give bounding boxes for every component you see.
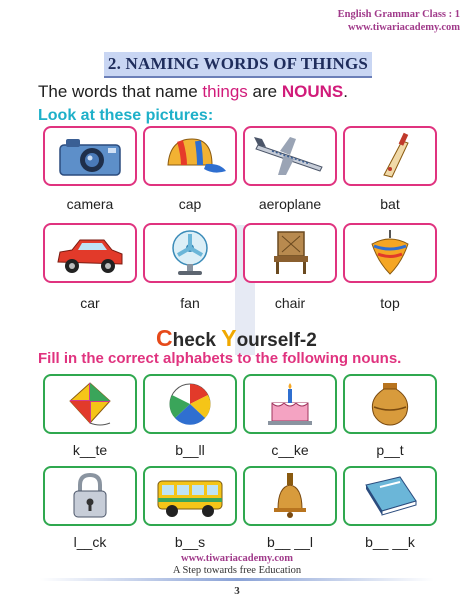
bell-icon [250,471,330,521]
picture-card-bat [343,126,437,186]
bat-icon [350,131,430,181]
intro-sentence [38,82,348,102]
label-fan: fan [180,295,200,311]
check-c-letter: C [156,325,173,351]
ball-icon [150,379,230,429]
label-camera: camera [66,196,114,212]
look-heading: Look at these pictures: [38,107,214,124]
lock-icon [50,471,130,521]
class-label: English Grammar Class : 1 [337,9,460,20]
exercise-card-book [343,466,437,526]
header-url[interactable]: www.tiwariacademy.com [348,22,460,33]
label-car: car [80,295,100,311]
book-icon [350,471,430,521]
label-bat: bat [380,196,400,212]
exercise-word-cake: c__ke [271,442,309,458]
picture-card-aeroplane [243,126,337,186]
exercise-card-ball [143,374,237,434]
footer-divider [40,578,434,581]
exercise-word-kite: k__te [72,442,108,458]
exercise-word-lock: l__ck [73,534,107,550]
picture-card-cap [143,126,237,186]
exercise-word-book: b__ __k [365,534,415,550]
label-chair: chair [274,295,306,311]
pot-icon [350,379,430,429]
page-number: 3 [234,585,240,597]
bus-icon [150,471,230,521]
top-icon [350,228,430,278]
cake-icon [250,379,330,429]
intro-part1: The words that name [38,82,203,101]
picture-card-car [43,223,137,283]
exercise-word-bell: b__ __l [267,534,313,550]
exercise-word-ball: b__ll [175,442,205,458]
aeroplane-icon [250,131,330,181]
intro-nouns: NOUNS [281,82,344,101]
check-heck: heck [172,330,222,351]
cap-icon [150,131,230,181]
exercise-card-pot [343,374,437,434]
intro-end: . [343,82,348,101]
footer-tagline: A Step towards free Education [172,565,302,576]
chair-icon [250,228,330,278]
chapter-title-bar [104,52,372,78]
picture-card-camera [43,126,137,186]
check-ourself: ourself-2 [236,330,317,351]
picture-card-fan [143,223,237,283]
footer-url[interactable]: www.tiwariacademy.com [181,553,293,564]
intro-part2: are [247,82,282,101]
label-aeroplane: aeroplane [258,196,322,212]
intro-things: things [202,82,248,101]
picture-card-top [343,223,437,283]
exercise-word-pot: p__t [376,442,404,458]
exercise-word-bus: b__s [174,534,206,550]
camera-icon [50,131,130,181]
fan-icon [150,228,230,278]
picture-card-chair [243,223,337,283]
label-cap: cap [178,196,202,212]
chapter-title: 2. NAMING WORDS OF THINGS [107,54,369,73]
kite-icon [50,379,130,429]
exercise-card-lock [43,466,137,526]
exercise-card-bus [143,466,237,526]
check-yourself-heading [156,325,317,352]
label-top: top [380,295,400,311]
exercise-card-cake [243,374,337,434]
car-icon [50,228,130,278]
exercise-card-bell [243,466,337,526]
check-y-letter: Y [221,325,237,351]
header-meta [338,8,460,34]
exercise-card-kite [43,374,137,434]
fill-instruction: Fill in the correct alphabets to the following nouns. [38,350,402,367]
